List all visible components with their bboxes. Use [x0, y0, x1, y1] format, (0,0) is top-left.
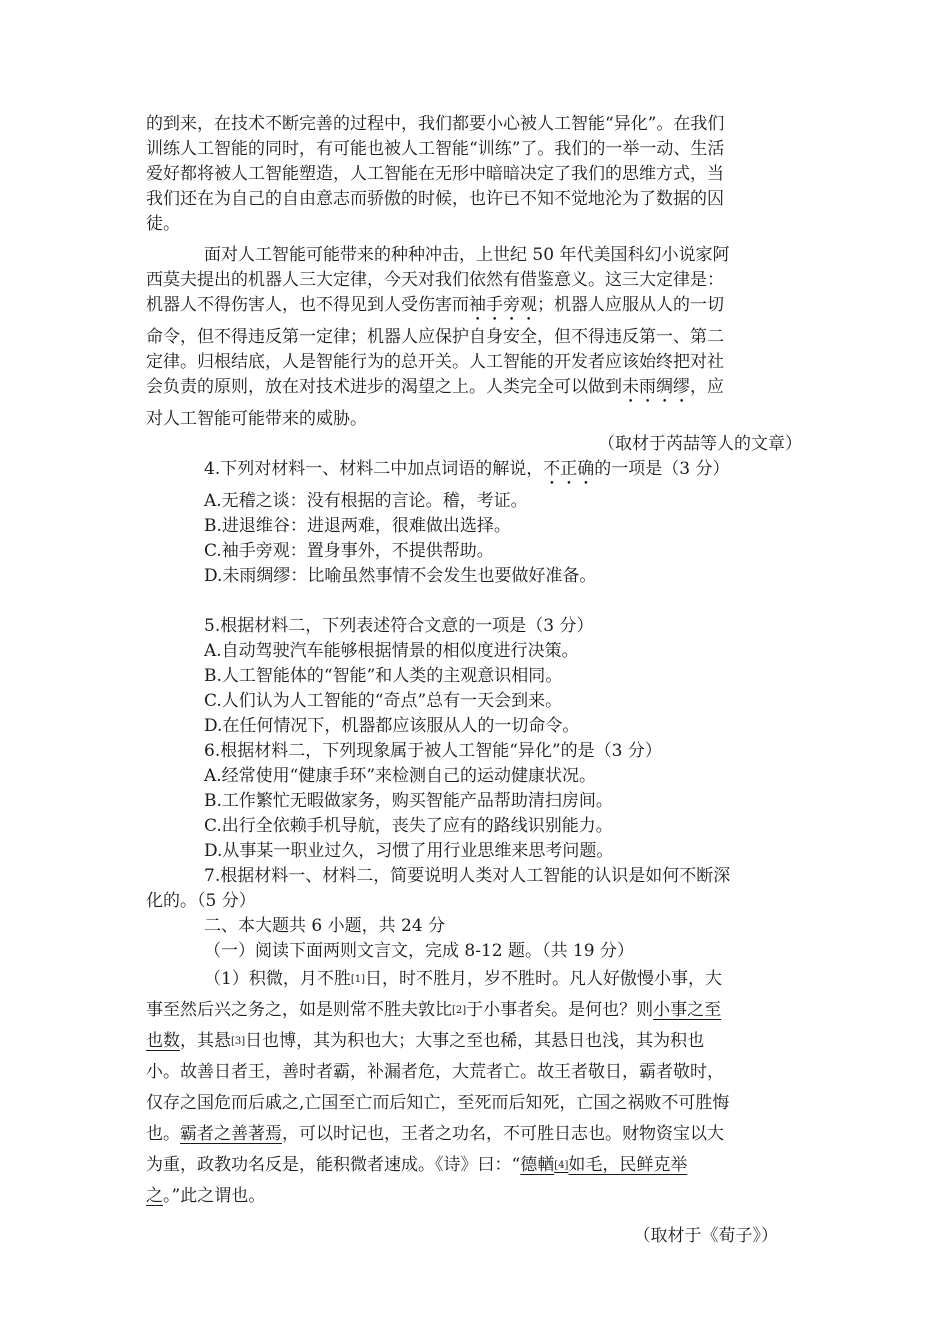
option-b: B.进退维谷：进退两难，很难做出选择。 [204, 516, 511, 536]
text-run: 的一项是（3 分） [594, 459, 730, 479]
material2-source: （取材于芮喆等人的文章） [598, 434, 802, 454]
text-run: ，其悬 [180, 1031, 231, 1051]
dotted-term-xiushoupangguan: 袖手旁观 [469, 295, 537, 315]
underlined-phrase: 霸者之善著焉 [180, 1124, 282, 1144]
text-line [146, 293, 806, 325]
option-b: B.人工智能体的“智能”和人类的主观意识相同。 [204, 666, 563, 686]
question-7 [146, 864, 806, 914]
text-line [146, 995, 806, 1026]
text-run: 。”此之谓也。 [163, 1186, 266, 1206]
text-run: 4.下列对材料一、材料二中加点词语的解说， [204, 459, 544, 479]
underlined-phrase: 也数 [146, 1031, 180, 1051]
underlined-phrase: 如毛，民鲜克举 [568, 1155, 688, 1175]
question-stem: 5.根据材料二，下列表述符合文意的一项是（3 分） [204, 616, 594, 636]
option-a: A.无稽之谈：没有根据的言论。稽，考证。 [204, 491, 528, 511]
section-subtitle: （一）阅读下面两则文言文，完成 8-12 题。（共 19 分） [204, 941, 634, 961]
footnote-marker: [3] [231, 1036, 246, 1047]
text-line [146, 1150, 806, 1181]
classical-source: （取材于《荀子》） [633, 1226, 778, 1246]
text-line [146, 1026, 806, 1057]
material2-paragraph-1 [146, 112, 806, 237]
text-run: ，可以时记也，王者之功名，不可胜日志也。财物资宝以大 [282, 1124, 724, 1144]
option-c: C.出行全依赖手机导航，丧失了应有的路线识别能力。 [204, 816, 613, 836]
text-line [146, 1181, 806, 1212]
text-line: 徒。 [146, 214, 180, 234]
footnote-marker: [2] [452, 1005, 467, 1016]
text-line: 西莫夫提出的机器人三大定律，今天对我们依然有借鉴意义。这三大定律是： [146, 270, 724, 290]
question-4 [146, 457, 806, 589]
text-line: 定律。归根结底，人是智能行为的总开关。人工智能的开发者应该始终把对社 [146, 352, 724, 372]
text-run: 为重，政教功名反是，能积微者速成。《诗》曰：“ [146, 1155, 521, 1175]
question-stem: 7.根据材料一、材料二，简要说明人类对人工智能的认识是如何不断深 [204, 866, 731, 886]
text-line [146, 964, 806, 995]
text-line: 仅存之国危而后戚之,亡国至亡而后知亡，至死而后知死，亡国之祸败不可胜悔 [146, 1093, 730, 1113]
option-c: C.人们认为人工智能的“奇点”总有一天会到来。 [204, 691, 563, 711]
option-c: C.袖手旁观：置身事外，不提供帮助。 [204, 541, 494, 561]
option-a: A.经常使用“健康手环”来检测自己的运动健康状况。 [204, 766, 597, 786]
text-line: 小。故善日者王，善时者霸，补漏者危，大荒者亡。故王者敬日，霸者敬时， [146, 1062, 724, 1082]
text-run: 于小事者矣。是何也？则 [466, 1000, 654, 1020]
text-run: ；机器人应服从人的一切 [537, 295, 724, 315]
text-run: （1）积微，月不胜 [204, 969, 351, 989]
document-body [146, 112, 806, 1249]
section-title: 二、本大题共 6 小题，共 24 分 [204, 916, 446, 936]
classical-passage-1 [146, 964, 806, 1212]
text-run: 也。 [146, 1124, 180, 1144]
text-line: 的到来，在技术不断完善的过程中，我们都要小心被人工智能“异化”。在我们 [146, 114, 725, 134]
text-line: 训练人工智能的同时，有可能也被人工智能“训练”了。我们的一举一动、生活 [146, 139, 725, 159]
text-line: 我们还在为自己的自由意志而骄傲的时候，也许已不知不觉地沦为了数据的囚 [146, 189, 724, 209]
text-line: 对人工智能可能带来的威胁。 [146, 409, 367, 429]
text-run: 日，时不胜月，岁不胜时。凡人好傲慢小事，大 [365, 969, 722, 989]
underlined-phrase: 之 [146, 1186, 163, 1206]
option-d: D.在任何情况下，机器都应该服从人的一切命令。 [204, 716, 580, 736]
question-stem-cont: 化的。（5 分） [146, 891, 256, 911]
underlined-phrase: 小事之至 [653, 1000, 722, 1020]
question-6 [146, 739, 806, 864]
option-d: D.未雨绸缪：比喻虽然事情不会发生也要做好准备。 [204, 566, 597, 586]
text-run: ，应 [690, 377, 724, 397]
option-b: B.工作繁忙无暇做家务，购买智能产品帮助清扫房间。 [204, 791, 613, 811]
text-run: 会负责的原则，放在对技术进步的渴望之上。人类完全可以做到 [146, 377, 622, 397]
dotted-emphasis-bu-zhengque: 不正确 [543, 459, 595, 479]
option-d: D.从事某一职业过久，习惯了用行业思维来思考问题。 [204, 841, 614, 861]
text-line: 面对人工智能可能带来的种种冲击，上世纪 50 年代美国科幻小说家阿 [204, 245, 730, 265]
option-a: A.自动驾驶汽车能够根据情景的相似度进行决策。 [204, 641, 579, 661]
footnote-marker: [1] [350, 974, 365, 985]
text-line [146, 1119, 806, 1150]
question-stem [146, 457, 806, 489]
underlined-phrase: 德輶 [520, 1155, 555, 1175]
material2-paragraph-2 [146, 243, 806, 432]
text-run: 机器人不得伤害人，也不得见到人受伤害而 [146, 295, 469, 315]
text-line: 爱好都将被人工智能塑造，人工智能在无形中暗暗决定了我们的思维方式，当 [146, 164, 724, 184]
text-run: 事至然后兴之务之，如是则常不胜夫敦比 [146, 1000, 452, 1020]
text-line [146, 375, 806, 407]
text-run: 日也博，其为积也大；大事之至也稀，其悬日也浅，其为积也 [245, 1031, 705, 1051]
dotted-term-weiyuchoumou: 未雨绸缪 [622, 377, 690, 397]
text-line: 命令，但不得违反第一定律；机器人应保护自身安全，但不得违反第一、第二 [146, 327, 724, 347]
question-stem: 6.根据材料二，下列现象属于被人工智能“异化”的是（3 分） [204, 741, 662, 761]
footnote-marker: [4] [554, 1160, 569, 1171]
question-5 [146, 614, 806, 739]
